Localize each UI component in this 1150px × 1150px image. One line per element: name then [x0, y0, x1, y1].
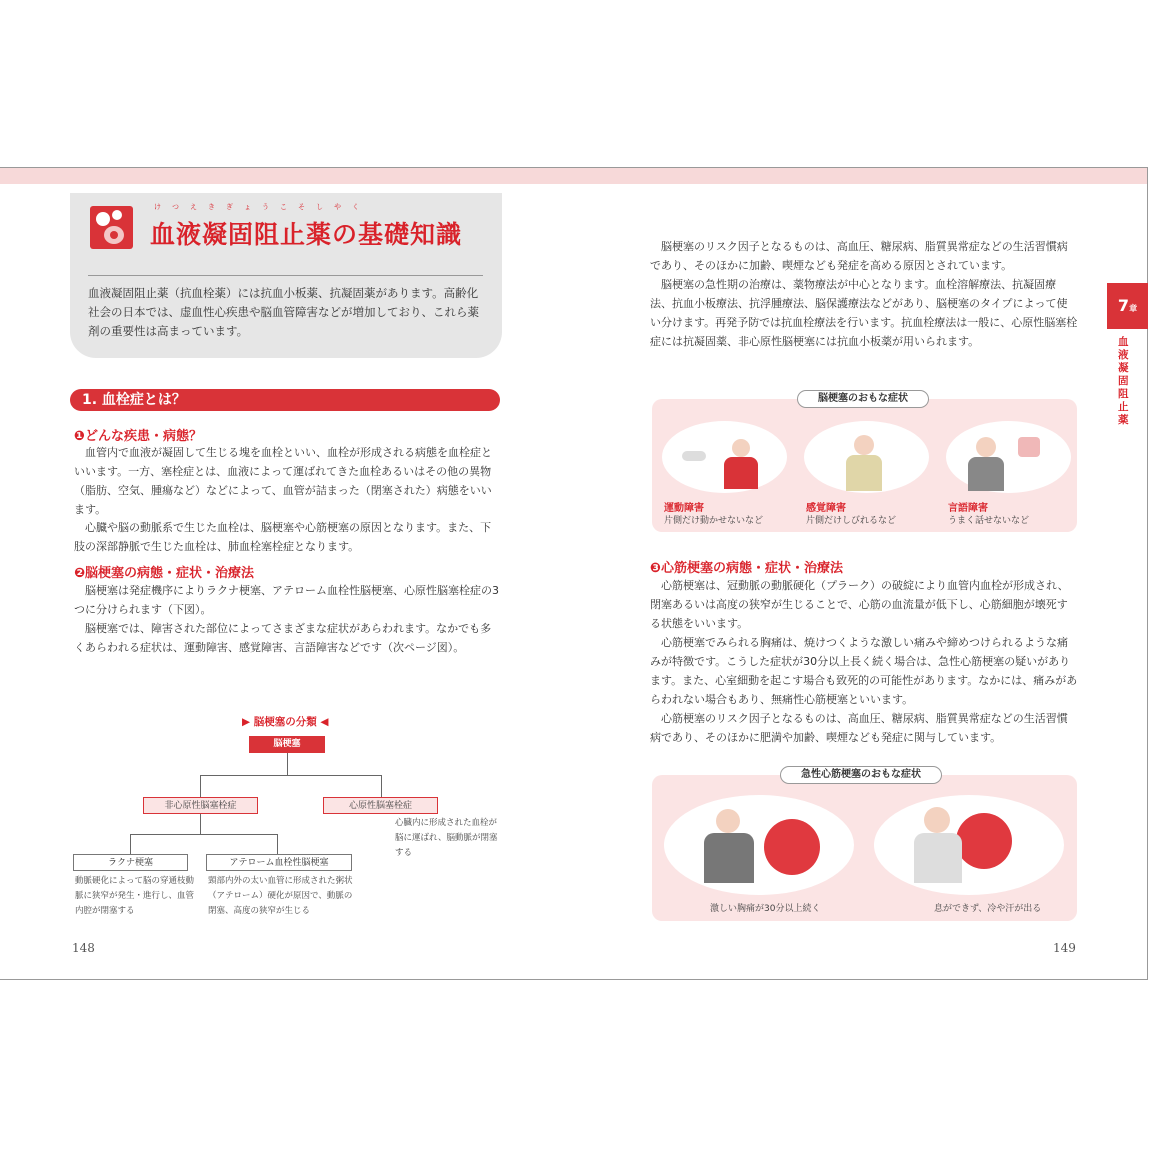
motor-illustration	[662, 421, 787, 493]
mi-symptoms-panel	[652, 769, 1077, 921]
paragraph: 心臓や脳の動脈系で生じた血栓は、脳梗塞や心筋梗塞の原因となります。また、下肢の深部静脈で生じた血栓は、肺血栓塞栓症となります。	[74, 521, 492, 553]
page-title: 血液凝固阻止薬の基礎知識	[150, 220, 463, 249]
chapter-tab	[1107, 283, 1148, 329]
chapter-side-label: 血液凝固阻止薬	[1118, 336, 1129, 426]
section-heading-1	[70, 389, 500, 411]
stroke-symptoms-panel	[652, 393, 1077, 532]
subheading-1: ❶どんな疾患・病態？	[74, 429, 203, 444]
pill-logo-icon	[90, 206, 133, 249]
diagram-cardio-note: 心臓内に形成された血栓が脳に運ばれ、脳動脈が閉塞する	[395, 818, 498, 858]
mi-caption: 激しい胸痛が30分以上続く	[710, 904, 821, 914]
diagram-non-cardio-box: 非心原性脳塞栓症	[143, 797, 258, 814]
paragraph: 脳梗塞のリスク因子となるものは、高血圧、糖尿病、脂質異常症などの生活習慣病であり、そのほかに加齢、喫煙なども発症を高める原因とされています。	[650, 240, 1068, 272]
intro-text: 血液凝固阻止薬（抗血栓薬）には抗血小板薬、抗凝固薬があります。高齢化社会の日本では、虚血性心疾患や脳血管障害などが増加しており、これら薬剤の重要性は高まっています。	[88, 286, 479, 338]
top-band	[0, 168, 1147, 184]
chapter-suffix: 章	[1129, 304, 1138, 313]
panel-title: 脳梗塞のおもな症状	[797, 390, 929, 408]
book-spread	[0, 167, 1148, 980]
symptom-desc: 片側だけ動かせないなど	[664, 516, 764, 526]
cold-sweat-illustration	[874, 795, 1064, 895]
diagram-lacunar-box: ラクナ梗塞	[73, 854, 188, 871]
paragraph: 脳梗塞の急性期の治療は、薬物療法が中心となります。血栓溶解療法、抗凝固療法、抗血小板療法、抗浮腫療法、脳保護療法などがあり、脳梗塞のタイプによって使い分けます。再発予防では抗血栓療法を行います。抗血栓療法は一般に、心原性脳塞栓症には抗凝固薬、非心原性脳梗塞には抗血小板薬が用いられます。	[650, 278, 1078, 348]
panel-title: 急性心筋梗塞のおもな症状	[780, 766, 942, 784]
mi-caption: 息ができず、冷や汗が出る	[934, 904, 1042, 914]
subheading-3: ❸心筋梗塞の病態・症状・治療法	[650, 561, 844, 576]
subheading-2: ❷脳梗塞の病態・症状・治療法	[74, 566, 255, 581]
speech-illustration	[946, 421, 1071, 493]
diagram-root-box: 脳梗塞	[249, 736, 325, 753]
page-number-left: 148	[72, 941, 95, 955]
paragraph: 脳梗塞は発症機序によりラクナ梗塞、アテローム血栓性脳梗塞、心原性脳塞栓症の3つに分けられます（下図）。	[74, 584, 499, 616]
symptom-desc: 片側だけしびれるなど	[806, 516, 897, 526]
paragraph: 心筋梗塞は、冠動脈の動脈硬化（プラーク）の破綻により血管内血栓が形成され、閉塞あるいは高度の狭窄が生じることで、心筋の血流量が低下し、心筋細胞が壊死する状態をいいます。	[650, 579, 1069, 630]
symptom-desc: うまく話せないなど	[948, 516, 1030, 526]
symptom-label: 感覚障害	[806, 503, 846, 514]
section-heading-label: 1. 血栓症とは？	[82, 392, 186, 408]
chest-pain-illustration	[664, 795, 854, 895]
paragraph: 血管内で血液が凝固して生じる塊を血栓といい、血栓が形成される病態を血栓症といいます。一方、塞栓症とは、血液によって運ばれてきた血栓あるいはその他の異物（脂肪、空気、腫瘍など）などによって、血管が詰まった（閉塞された）病態をいいます。	[74, 446, 492, 516]
paragraph: 脳梗塞では、障害された部位によってさまざまな症状があらわれます。なかでも多くあらわれる症状は、運動障害、感覚障害、言語障害などです（次ページ図）。	[74, 622, 492, 654]
symptom-label: 言語障害	[948, 503, 988, 514]
diagram-atherothrombotic-note: 頸部内外の太い血管に形成された粥状（アテローム）硬化が原因で、動脈の閉塞、高度の狭窄が生じる	[208, 876, 353, 916]
title-divider	[88, 275, 483, 276]
title-ruby: けつえきぎょうこそしやく	[154, 203, 370, 211]
diagram-title: ▶ 脳梗塞の分類 ◀	[242, 716, 329, 728]
diagram-atherothrombotic-box: アテローム血栓性脳梗塞	[206, 854, 352, 871]
page-number-right: 149	[1053, 941, 1076, 955]
diagram-cardio-box: 心原性脳塞栓症	[323, 797, 438, 814]
chapter-number: 7	[1117, 296, 1130, 315]
symptom-label: 運動障害	[664, 503, 704, 514]
paragraph: 心筋梗塞のリスク因子となるものは、高血圧、糖尿病、脂質異常症などの生活習慣病であり、そのほかに肥満や加齢、喫煙なども発症に関与しています。	[650, 712, 1068, 744]
diagram-lacunar-note: 動脈硬化によって脳の穿通枝動脈に狭窄が発生・進行し、血管内腔が閉塞する	[75, 876, 195, 916]
title-box	[70, 193, 502, 358]
sensory-illustration	[804, 421, 929, 493]
paragraph: 心筋梗塞でみられる胸痛は、焼けつくような激しい痛みや締めつけられるような痛みが特徴です。こうした症状が30分以上長く続く場合は、急性心筋梗塞の疑いがあります。また、心室細動を起こす場合も致死的の可能性があります。なかには、痛みがあらわれない場合もあり、無痛性心筋梗塞といいます。	[650, 636, 1078, 706]
